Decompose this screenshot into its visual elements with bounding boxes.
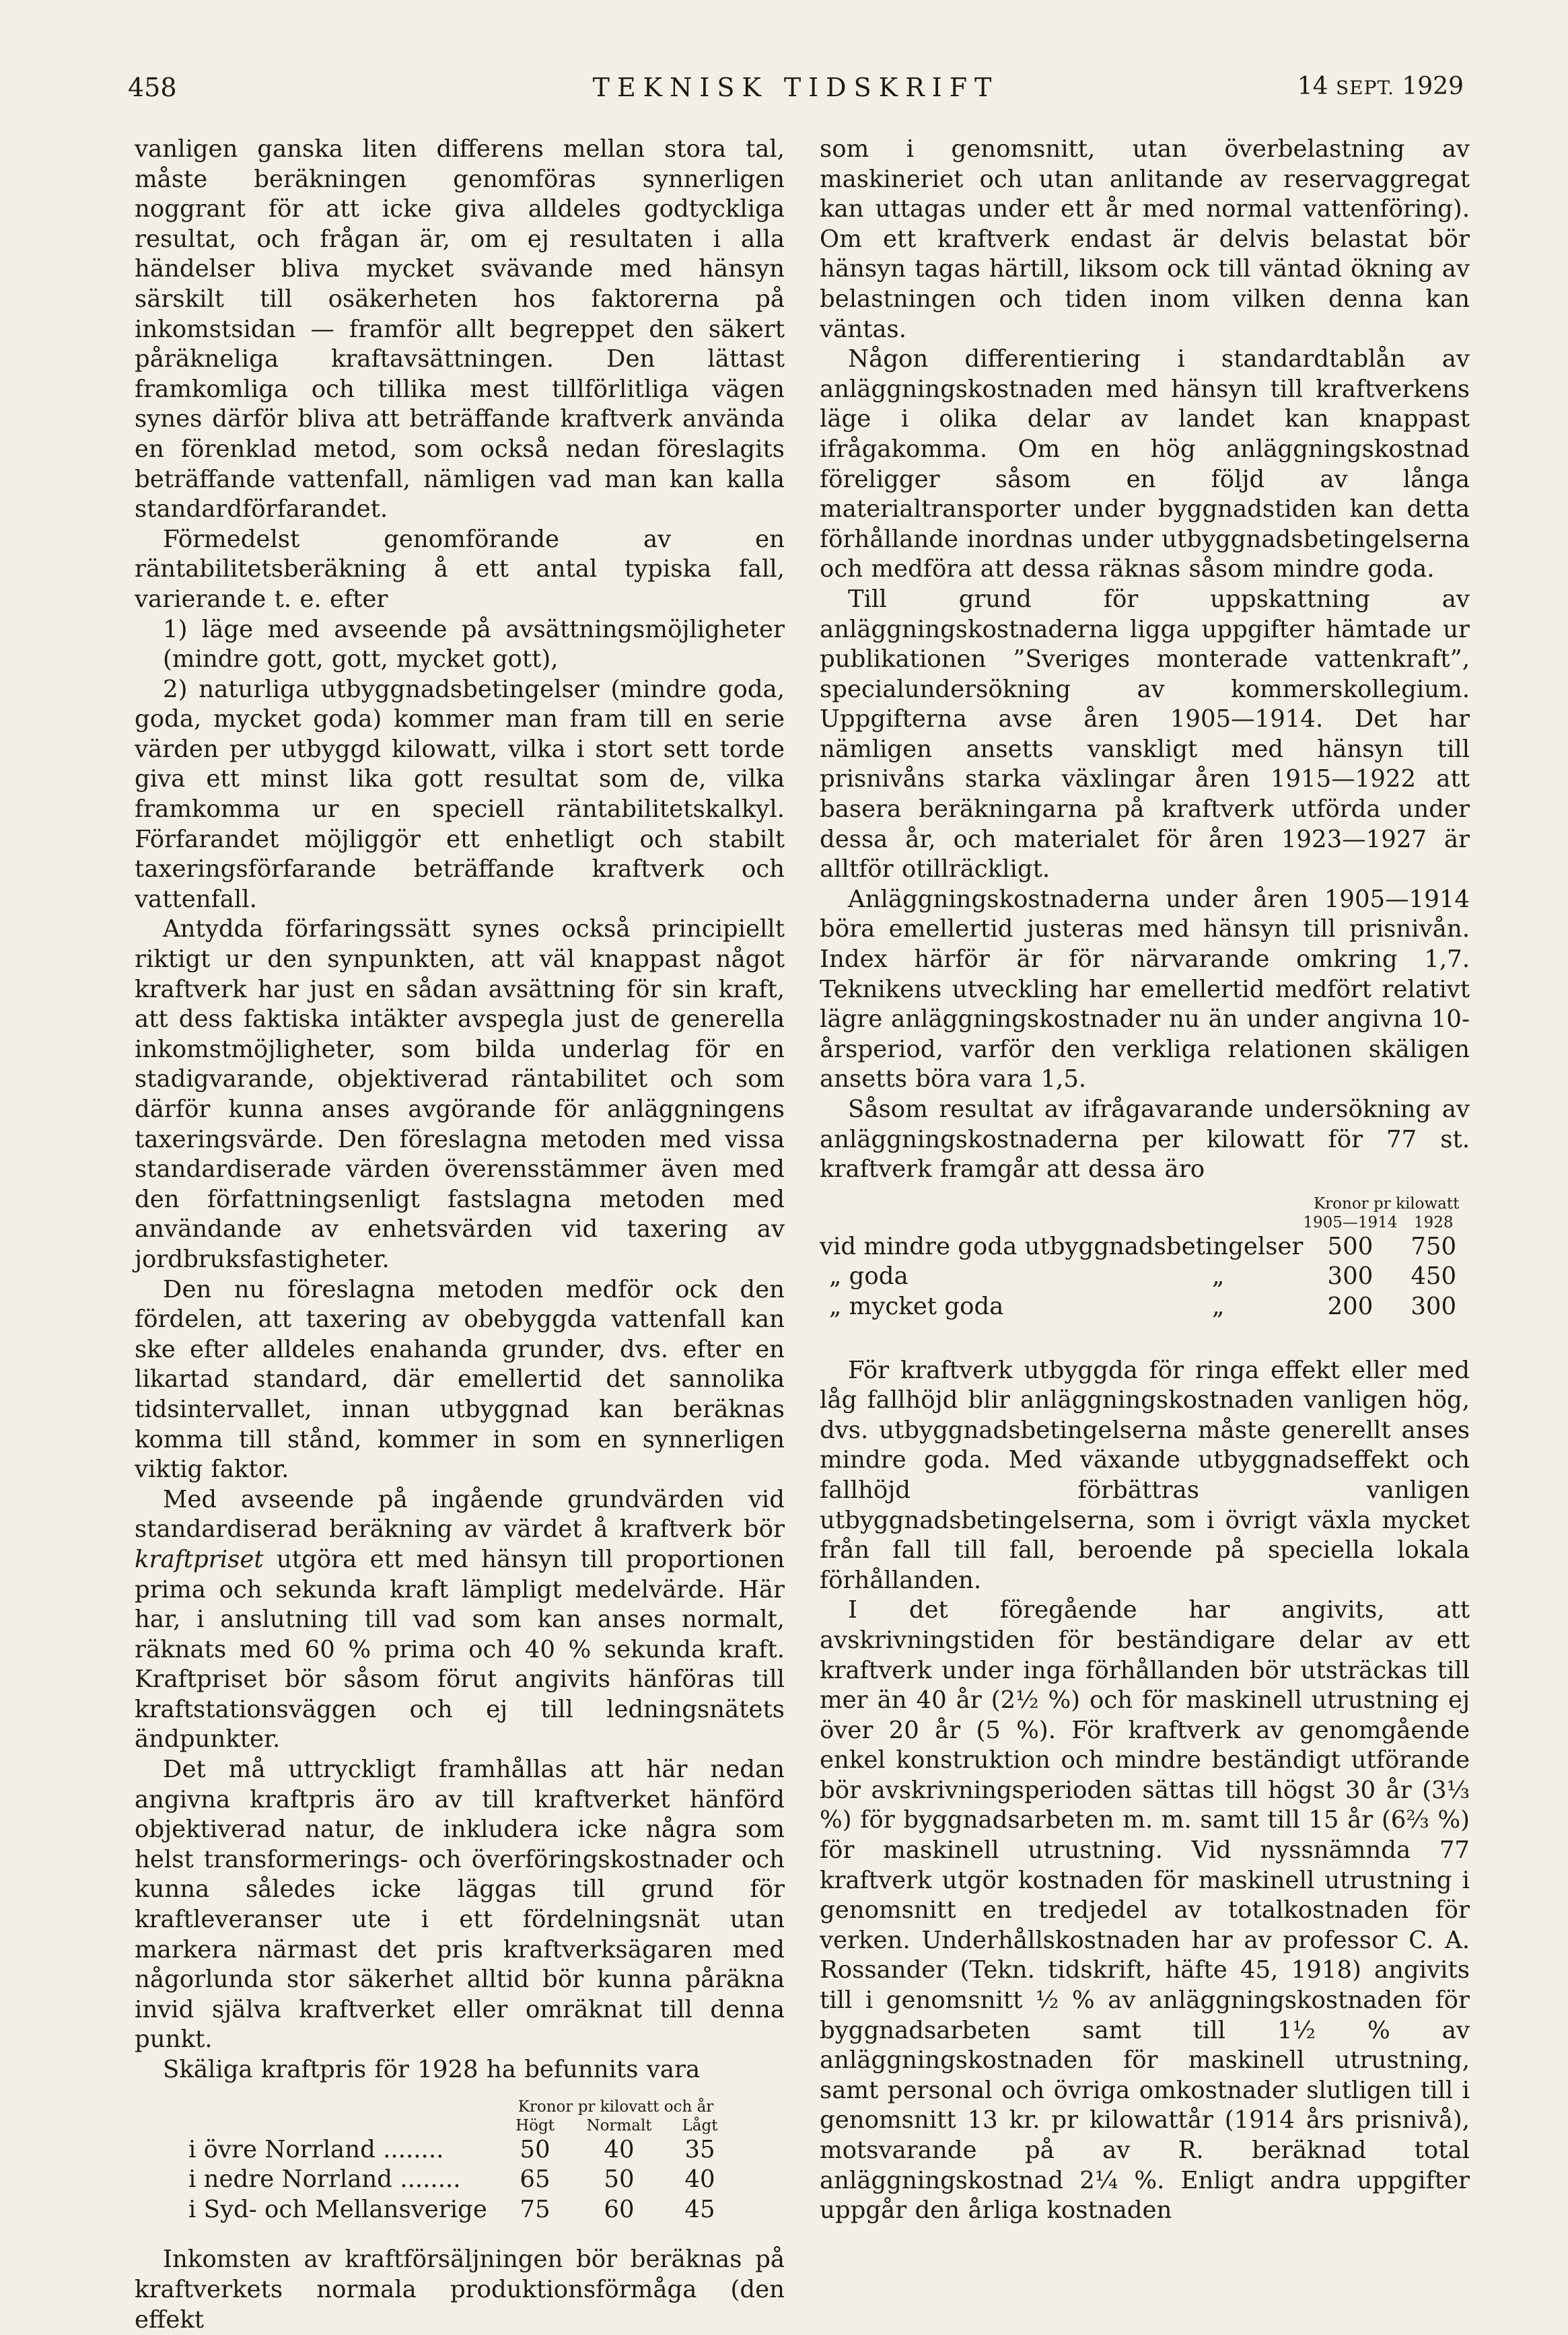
left-column [135,135,785,2335]
right-column [820,135,1470,2226]
column-header: Normalt [586,2116,652,2134]
page-number: 458 [128,73,177,102]
italic-term: kraftpriset [135,1545,264,1573]
table-row: „ goda „ 300 450 [829,1262,1457,1291]
list-item: 1) läge med avseende på avsättningsmöjligheter (mindre gott, gott, mycket gott), [163,615,785,674]
table-caption: Kronor pr kilovatt och år [518,2097,714,2116]
paragraph: För kraftverk utbyggda för ringa effekt eller med låg fallhöjd blir anläggningskostnaden vanligen hög, dvs. utbyggnadsbetingelserna måste generellt anses mindre goda. Med växande utbyggnadseffekt och fallhöjd förbättras vanligen utbyggnadsbetingelserna, som i övrigt växla mycket från fall till fall, beroende på speciella lokala förhållanden. [820,1356,1470,1594]
paragraph: Med avseende på ingående grundvärden vid standardiserad beräkning av värdet å kraftverk bör kraftpriset utgöra ett med hänsyn till proportionen prima och sekunda kraft lämpligt medelvärde. Här har, i anslutning till vad som kan anses normalt, räknats med 60 % prima och 40 % sekunda kraft. Kraftpriset bör såsom förut angivits hänföras till kraftstationsväggen och ej till ledningsnätets ändpunkter. [135,1485,785,1754]
column-header: 1905—1914 [1303,1213,1398,1231]
list-item: 2) naturliga utbyggnadsbetingelser (mindre goda, goda, mycket goda) kommer man fram till en serie värden per utbyggd kilowatt, vilka i stort sett torde giva ett minst lika gott resultat som de, vilka framkomma ur en speciell räntabilitetskalkyl. Förfarandet möjliggör ett enhetligt och stabilt taxeringsförfarande beträffande kraftverk och vattenfall. [135,675,785,913]
issue-date: 14 SEPT. 1929 [1297,73,1464,100]
paragraph: Antydda förfaringssätt synes också principiellt riktigt ur den synpunkten, att väl knappast något kraftverk har just en sådan avsättning för sin kraft, att dess faktiska intäkter avspegla just de generella inkomstmöjligheter, som bilda underlag för en stadigvarande, objektiverad räntabilitet och som därför kunna anses avgörande för anläggningens taxeringsvärde. Den föreslagna metoden med vissa standardiserade värden överensstämmer även med den författningsenligt fastslagna metoden med användande av enhetsvärden vid taxering av jordbruksfastigheter. [135,915,785,1273]
journal-title: TEKNISK TIDSKRIFT [592,73,999,102]
table-row: i övre Norrland ........ 50 40 35 [188,2135,715,2163]
paragraph: Förmedelst genomförande av en räntabilitetsberäkning å ett antal typiska fall, varierande t. e. efter [135,525,785,613]
paragraph: Den nu föreslagna metoden medför ock den fördelen, att taxering av obebyggda vattenfall kan ske efter alldeles enahanda grunder, dvs. efter en likartad standard, där emellertid det sannolika tidsintervallet, innan utbyggnad kan beräknas komma till stånd, kommer in som en synnerligen viktig faktor. [135,1275,785,1484]
paragraph: Någon differentiering i standardtablån av anläggningskostnaden med hänsyn till kraftverkens läge i olika delar av landet kan knappast ifrågakomma. Om en hög anläggningskostnad föreligger såsom en följd av långa materialtransporter under byggnadstiden kan detta förhållande inordnas under utbyggnadsbetingelserna och medföra att dessa räknas såsom mindre goda. [820,345,1470,583]
power-price-table [135,2097,785,2225]
paragraph: som i genomsnitt, utan överbelastning av maskineriet och utan anlitande av reservaggregat kan uttagas under ett år med normal vattenföring). Om ett kraftverk endast är delvis belastat bör hänsyn tagas härtill, liksom ock till väntad ökning av belastningen och tiden inom vilken denna kan väntas. [820,135,1470,343]
paragraph: Till grund för uppskattning av anläggningskostnaderna ligga uppgifter hämtade ur publikationen ”Sveriges monterade vattenkraft”, specialundersökning av kommerskollegium. Uppgifterna avse åren 1905—1914. Det har nämligen ansetts vanskligt med hänsyn till prisnivåns starka växlingar åren 1915—1922 att basera beräkningarna på kraftverk utförda under dessa år, och materialet för åren 1923—1927 är alltför otillräckligt. [820,585,1470,884]
paragraph: Det må uttryckligt framhållas att här nedan angivna kraftpris äro av till kraftverket hänförd objektiverad natur, de inkludera icke några som helst transformerings- och överföringskostnader och kunna således icke läggas till grund för kraftleveranser ute i ett fördelningsnät utan markera närmast det pris kraftverksägaren med någorlunda stor säkerhet alltid bör kunna påräkna invid själva kraftverket eller omräknat till denna punkt. [135,1756,785,2054]
paragraph: Såsom resultat av ifrågavarande undersökning av anläggningskostnaderna per kilowatt för 77 st. kraftverk framgår att dessa äro [820,1095,1470,1184]
column-header: Högt [515,2116,555,2134]
table-row: „ mycket goda „ 200 300 [829,1292,1457,1320]
table-row: i nedre Norrland ........ 65 50 40 [188,2165,715,2194]
column-header: Lågt [682,2116,718,2134]
paragraph: vanligen ganska liten differens mellan stora tal, måste beräkningen genomföras synnerligen noggrant för att icke giva alldeles godtyckliga resultat, och frågan är, om ej resultaten i alla händelser bliva mycket svävande med hänsyn särskilt till osäkerheten hos faktorerna på inkomstsidan — framför allt begreppet den säkert påräkneliga kraftavsättningen. Den lättast framkomliga och tillika mest tillförlitliga vägen synes därför bliva att beträffande kraftverk använda en förenklad metod, som också nedan föreslagits beträffande vattenfall, nämligen vad man kan kalla standardförfarandet. [135,135,785,524]
paragraph: Inkomsten av kraftförsäljningen bör beräknas på kraftverkets normala produktionsförmåga (den effekt [135,2246,785,2334]
paragraph: Skäliga kraftpris för 1928 ha befunnits vara [163,2056,701,2083]
table-row: vid mindre goda utbyggnadsbetingelser 500 750 [820,1232,1457,1260]
column-header: 1928 [1413,1213,1454,1231]
paragraph: Anläggningskostnaderna under åren 1905—1914 böra emellertid justeras med hänsyn till prisnivån. Index härför är för närvarande omkring 1,7. Teknikens utveckling har emellertid medfört relativt lägre anläggningskostnader nu än under angivna 10-årsperiod, varför den verkliga relationen skäligen ansetts böra vara 1,5. [820,885,1470,1093]
construction-cost-table [820,1194,1470,1322]
page-header [128,73,1464,113]
table-caption: Kronor pr kilowatt [1313,1194,1460,1213]
table-row: i Syd- och Mellansverige 75 60 45 [188,2195,715,2223]
paragraph: I det föregående har angivits, att avskrivningstiden för beständigare delar av ett kraftverk under inga förhållanden bör utsträckas till mer än 40 år (2½ %) och för maskinell utrustning ej över 20 år (5 %). För kraftverk av genomgående enkel konstruktion och mindre beständigt utförande bör avskrivningsperioden sättas till högst 30 år (3⅓ %) för byggnadsarbeten m. m. samt till 15 år (6⅔ %) för maskinell utrustning. Vid nyssnämnda 77 kraftverk utgör kostnaden för maskinell utrustning i genomsnitt en tredjedel av totalkostnaden för verken. Underhållskostnaden har av professor C. A. Rossander (Tekn. tidskrift, häfte 45, 1918) angivits till i genomsnitt ½ % av anläggningskostnaden för byggnadsarbeten samt till 1½ % av anläggningskostnaden för maskinell utrustning, samt personal och övriga omkostnader slutligen till i genomsnitt 13 kr. pr kilowattår (1914 års prisnivå), motsvarande på av R. beräknad total anläggningskostnad 2¼ %. Enligt andra uppgifter uppgår den årliga kostnaden [820,1596,1470,2225]
